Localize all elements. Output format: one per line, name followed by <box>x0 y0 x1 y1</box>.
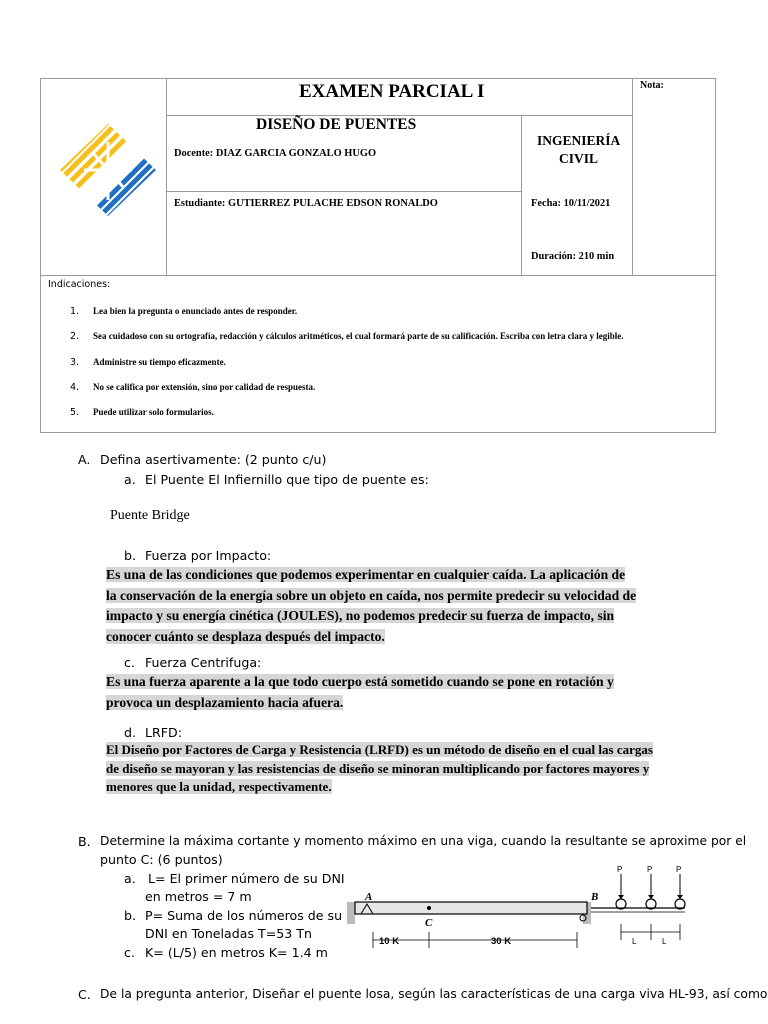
answer-line: El Diseño por Factores de Carga y Resistencia (LRFD) es un método de diseño en el cual las cargas <box>106 742 653 757</box>
career-line2: CIVIL <box>559 151 599 166</box>
section-b-line2: punto C: (6 puntos) <box>100 852 223 867</box>
exam-title: EXAMEN PARCIAL I <box>299 81 485 102</box>
point-c-dot <box>427 906 431 910</box>
section-a-title: Defina asertivamente: (2 punto c/u) <box>100 452 327 467</box>
duracion-field: Duración: 210 min <box>531 251 615 262</box>
indicacion-text: Puede utilizar solo formularios. <box>93 407 214 417</box>
item-b-line1: P= Suma de los números de su <box>145 908 343 923</box>
dim-l: L <box>662 937 667 946</box>
answer-line: provoca un desplazamiento hacia afuera. <box>106 694 344 710</box>
question-c-label: c. <box>124 655 135 670</box>
university-logo <box>58 122 158 218</box>
label-c: C <box>425 917 433 929</box>
item-a-line2: en metros = 7 m <box>145 889 252 904</box>
nota-label: Nota: <box>640 80 664 91</box>
question-a-text: El Puente El Infiernillo que tipo de puente es: <box>145 472 429 487</box>
section-a-label: A. <box>78 452 91 467</box>
answer-line: Es una de las condiciones que podemos experimentar en cualquier caída. La aplicación de <box>106 567 626 582</box>
indicacion-number: 5. <box>70 407 80 418</box>
section-b-line1: Determine la máxima cortante y momento máximo en una viga, cuando la resultante se aproxime por el <box>100 834 747 848</box>
indicacion-number: 3. <box>70 357 80 368</box>
estudiante-field: Estudiante: GUTIERREZ PULACHE EDSON RONALDO <box>174 198 438 209</box>
dim-10k: 10 K <box>379 936 400 947</box>
question-d-text: LRFD: <box>145 725 182 740</box>
table-divider <box>166 78 167 275</box>
question-c-text: Fuerza Centrifuga: <box>145 655 262 670</box>
indicacion-text: Lea bien la pregunta o enunciado antes de responder. <box>93 306 298 316</box>
section-c-line1: De la pregunta anterior, Diseñar el puente losa, según las características de una carga viva HL-93, así como <box>100 987 768 1001</box>
item-c-line1: K= (L/5) en metros K= 1.4 m <box>145 945 328 960</box>
item-b-label: b. <box>124 908 136 923</box>
indicacion-text: Sea cuidadoso con su ortografía, redacción y cálculos aritméticos, el cual formará parte de su calificación. Escriba con letra clara y legible. <box>93 331 624 341</box>
beam <box>355 902 587 914</box>
item-a-line1: L= El primer número de su DNI <box>144 871 345 886</box>
dim-30k: 30 K <box>491 936 512 947</box>
answer-b <box>106 565 718 647</box>
left-wall <box>347 902 355 924</box>
label-b: B <box>591 891 599 903</box>
item-a-label: a. <box>124 871 136 886</box>
indicacion-number: 1. <box>70 306 80 317</box>
answer-line: Es una fuerza aparente a la que todo cuerpo está sometido cuando se pone en rotación y <box>106 674 614 689</box>
table-divider <box>40 275 716 276</box>
table-divider <box>166 191 521 192</box>
course-name: DISEÑO DE PUENTES <box>256 116 417 133</box>
dim-l: L <box>632 937 637 946</box>
answer-line: menores que la unidad, respectivamente. <box>106 779 332 794</box>
load-arrowhead <box>648 895 654 899</box>
answer-a: Puente Bridge <box>110 508 190 523</box>
answer-line: impacto y su energía cinética (JOULES), no podemos predecir su fuerza de impacto, sin <box>106 608 615 623</box>
career-line1: INGENIERÍA <box>537 133 621 148</box>
indicacion-number: 2. <box>70 331 80 342</box>
answer-c <box>106 672 718 713</box>
load-p: P <box>676 865 682 874</box>
load-p: P <box>617 865 623 874</box>
answer-line: la conservación de la energía sobre un objeto en caída, nos permite predecir su velocidad de <box>106 587 637 603</box>
section-b-label: B. <box>78 834 91 849</box>
load-arrowhead <box>618 895 624 899</box>
section-c-label: C. <box>78 987 91 1002</box>
table-divider <box>632 78 633 275</box>
table-divider <box>521 115 522 275</box>
answer-line: conocer cuánto se desplaza después del impacto. <box>106 628 385 644</box>
question-b-text: Fuerza por Impacto: <box>145 548 272 563</box>
load-p: P <box>647 865 653 874</box>
answer-d <box>106 741 718 797</box>
beam-diagram <box>345 862 690 958</box>
label-a: A <box>365 891 373 903</box>
docente-field: Docente: DIAZ GARCIA GONZALO HUGO <box>174 148 377 159</box>
item-c-label: c. <box>124 945 135 960</box>
question-a-label: a. <box>124 472 136 487</box>
answer-line: de diseño se mayoran y las resistencias de diseño se minoran multiplicando por factores mayores y <box>106 760 650 776</box>
indicaciones-label: Indicaciones: <box>48 279 111 290</box>
item-b-line2: DNI en Toneladas T=53 Tn <box>145 926 312 941</box>
question-b-label: b. <box>124 548 136 563</box>
load-arrowhead <box>677 895 683 899</box>
question-d-label: d. <box>124 725 136 740</box>
indicacion-text: No se califica por extensión, sino por calidad de respuesta. <box>93 382 316 392</box>
fecha-field: Fecha: 10/11/2021 <box>531 198 611 209</box>
indicacion-text: Administre su tiempo eficazmente. <box>93 357 226 367</box>
indicacion-number: 4. <box>70 382 80 393</box>
